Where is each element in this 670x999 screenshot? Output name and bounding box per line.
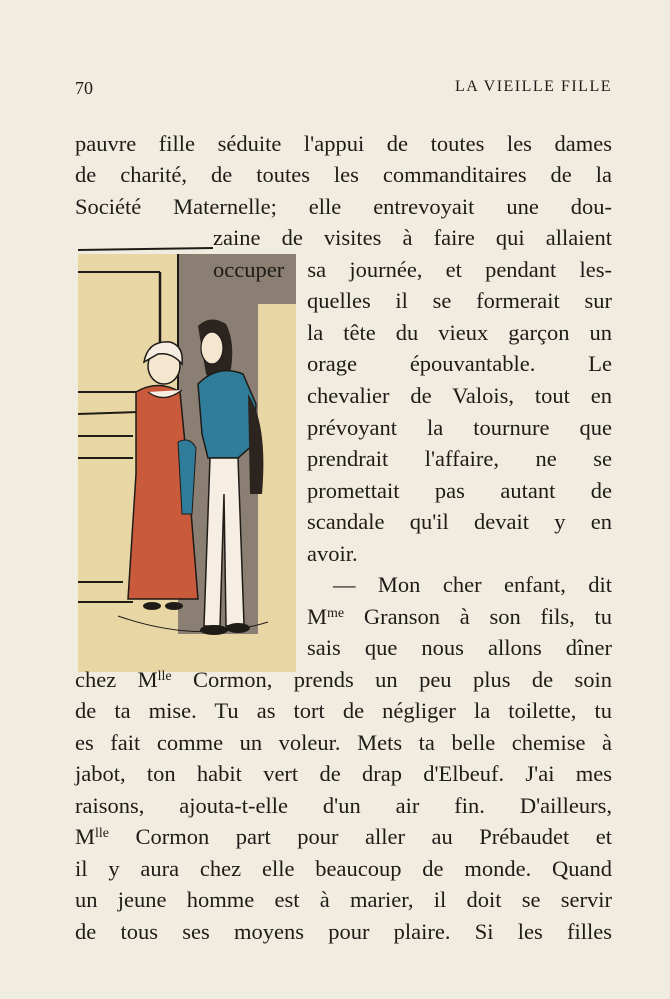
text-line: quelles il se formerait sur <box>307 288 612 313</box>
text-line: jabot, ton habit vert de drap d'Elbeuf. J'ai mes <box>75 761 612 786</box>
text-line: raisons, ajouta-t-elle d'un air fin. D'ailleurs, <box>75 793 612 818</box>
text-line: — Mon cher enfant, dit <box>333 572 612 597</box>
text-line: chez $M^{lle}$ Cormon, prends un peu plus de soin <box>75 667 612 692</box>
text-line: orage épouvantable. Le <box>307 351 612 376</box>
text-line: chevalier de Valois, tout en <box>307 383 612 408</box>
text-line: sais que nous allons dîner <box>307 635 612 660</box>
page-header <box>75 78 612 100</box>
text-line: il y aura chez elle beaucoup de monde. Quand <box>75 856 612 881</box>
text-line: un jeune homme est à marier, il doit se servir <box>75 887 612 912</box>
text-line: $M^{me}$ Granson à son fils, tu <box>307 604 612 629</box>
page-number: 70 <box>75 78 93 98</box>
text-line: $M^{lle}$ Cormon part pour aller au Prébaudet et <box>75 824 612 849</box>
text-line: avoir. <box>307 541 358 566</box>
text-line: occuper sa journée, et pendant les- <box>213 257 612 282</box>
text-line: zaine de visites à faire qui allaient <box>213 225 612 250</box>
text-line: la tête du vieux garçon un <box>307 320 612 345</box>
text-line: es fait comme un voleur. Mets ta belle chemise à <box>75 730 612 755</box>
text-line: Société Maternelle; elle entrevoyait une dou- <box>75 194 612 219</box>
text-line: prévoyant la tournure que <box>307 415 612 440</box>
text-line: promettait pas autant de <box>307 478 612 503</box>
illustration-woman-and-son <box>78 244 296 672</box>
text-line: scandale qu'il devait y en <box>307 509 612 534</box>
text-line: prendrait l'affaire, ne se <box>307 446 612 471</box>
text-line: de charité, de toutes les commanditaires de la <box>75 162 612 187</box>
text-line: de tous ses moyens pour plaire. Si les filles <box>75 919 612 944</box>
text-line: pauvre fille séduite l'appui de toutes les dames <box>75 131 612 156</box>
text-line: de ta mise. Tu as tort de négliger la toilette, tu <box>75 698 612 723</box>
running-title: LA VIEILLE FILLE <box>454 78 612 95</box>
